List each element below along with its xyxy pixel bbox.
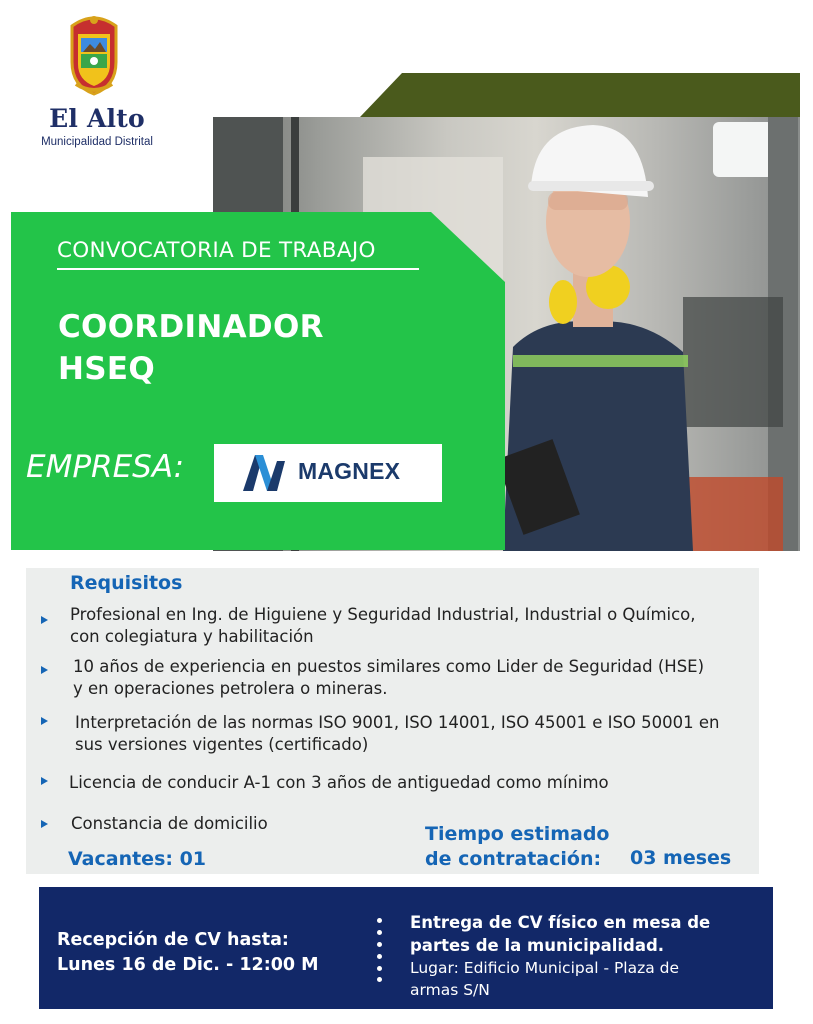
duration-label-line: de contratación: — [425, 848, 602, 870]
requirement-item — [69, 772, 609, 794]
company-name: MAGNEX — [298, 458, 401, 484]
cv-place — [410, 957, 679, 1001]
requirement-item — [70, 604, 696, 648]
heading-underline — [57, 268, 419, 270]
duration-label-line: Tiempo estimado — [425, 823, 610, 845]
requirement-item — [73, 656, 704, 700]
job-title — [58, 306, 324, 390]
cv-deadline-line: Lunes 16 de Dic. - 12:00 M — [57, 955, 319, 975]
bullet-icon — [41, 666, 48, 674]
cv-place-line: Lugar: Edificio Municipal - Plaza de — [410, 959, 680, 977]
cv-delivery-line: partes de la municipalidad. — [410, 936, 665, 955]
cv-place-line: armas S/N — [410, 981, 490, 999]
requirement-item — [71, 813, 268, 835]
decorative-band — [360, 73, 800, 117]
requirement-line: sus versiones vigentes (certificado) — [75, 735, 369, 754]
cv-deadline — [57, 928, 319, 978]
requirement-line: 10 años de experiencia en puestos similares como Lider de Seguridad (HSE) — [73, 657, 705, 676]
requirement-item — [75, 712, 720, 756]
requirement-line: Interpretación de las normas ISO 9001, ISO 14001, ISO 45001 e ISO 50001 en — [75, 713, 720, 732]
company-logo — [214, 444, 442, 502]
municipal-crest-icon — [66, 12, 122, 96]
job-title-line-1: COORDINADOR — [58, 309, 324, 345]
requirement-line: Constancia de domicilio — [71, 814, 268, 833]
bullet-icon — [41, 717, 48, 725]
job-title-line-2: HSEQ — [58, 351, 156, 387]
bullet-icon — [41, 777, 48, 785]
brand-name: El Alto — [49, 104, 145, 133]
requirements-title: Requisitos — [70, 572, 183, 594]
brand-subtitle: Municipalidad Distrital — [41, 136, 153, 148]
magnex-mark-icon — [243, 455, 289, 491]
cv-deadline-line: Recepción de CV hasta: — [57, 930, 289, 950]
divider-dots — [376, 918, 384, 982]
municipal-logo — [22, 10, 172, 148]
call-heading: CONVOCATORIA DE TRABAJO — [57, 238, 376, 263]
bullet-icon — [41, 820, 48, 828]
requirement-line: Licencia de conducir A-1 con 3 años de antiguedad como mínimo — [69, 773, 609, 792]
company-label: EMPRESA: — [26, 449, 185, 485]
requirement-line: con colegiatura y habilitación — [70, 627, 314, 646]
requirement-line: Profesional en Ing. de Higuiene y Seguridad Industrial, Industrial o Químico, — [70, 605, 696, 624]
cv-delivery-line: Entrega de CV físico en mesa de — [410, 913, 711, 932]
vacancies: Vacantes: 01 — [68, 848, 207, 870]
bullet-icon — [41, 616, 48, 624]
cv-delivery — [410, 911, 710, 957]
duration-label — [425, 822, 610, 872]
requirement-line: y en operaciones petrolera o mineras. — [73, 679, 388, 698]
duration-value: 03 meses — [630, 847, 732, 869]
